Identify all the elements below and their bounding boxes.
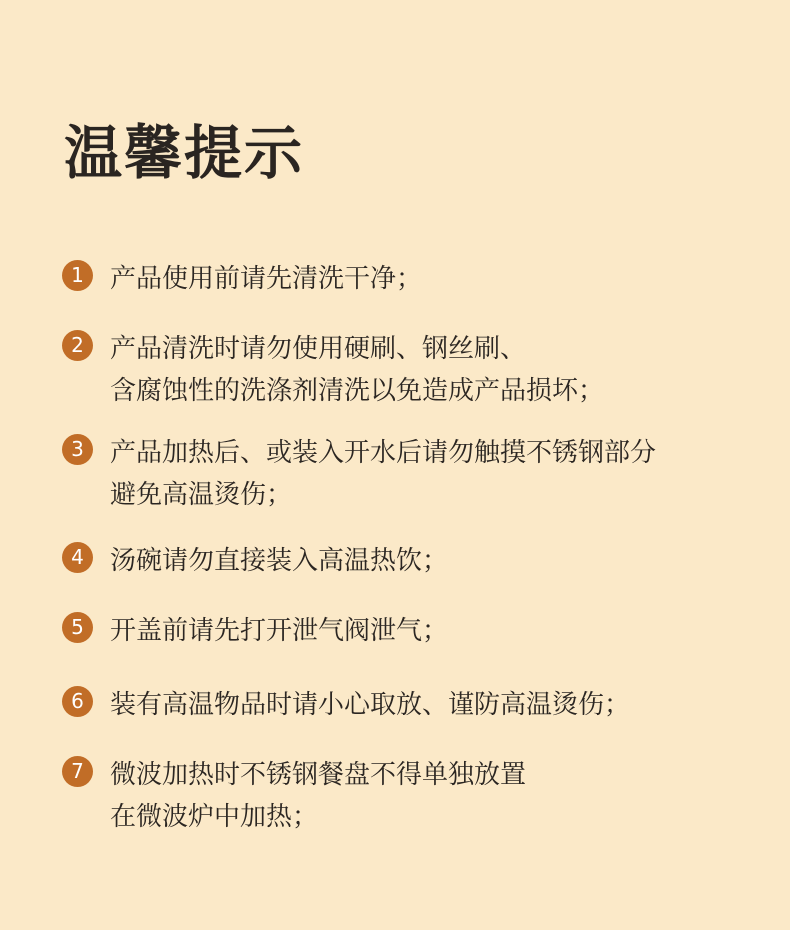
number-badge: 2 <box>62 330 93 361</box>
tip-text <box>110 684 630 726</box>
tip-text <box>110 328 604 412</box>
tip-line: 避免高温烫伤； <box>110 480 293 510</box>
tip-line: 开盖前请先打开泄气阀泄气； <box>110 616 449 646</box>
tip-line: 汤碗请勿直接装入高温热饮； <box>110 546 449 576</box>
number-badge: 5 <box>62 612 93 643</box>
tip-text <box>110 754 526 838</box>
tip-line: 在微波炉中加热； <box>110 802 319 832</box>
number-badge: 1 <box>62 260 93 291</box>
tip-line: 产品加热后、或装入开水后请勿触摸不锈钢部分 <box>110 438 657 468</box>
number-badge: 7 <box>62 756 93 787</box>
number-badge: 3 <box>62 434 93 465</box>
tip-line: 含腐蚀性的洗涤剂清洗以免造成产品损坏； <box>110 376 605 406</box>
tip-line: 产品清洗时请勿使用硬刷、钢丝刷、 <box>110 334 527 364</box>
tip-text <box>110 540 448 582</box>
page-title: 温馨提示 <box>64 119 305 187</box>
number-badge: 6 <box>62 686 93 717</box>
tip-line: 产品使用前请先清洗干净； <box>110 264 423 294</box>
number-badge: 4 <box>62 542 93 573</box>
tip-line: 微波加热时不锈钢餐盘不得单独放置 <box>110 760 527 790</box>
tip-line: 装有高温物品时请小心取放、谨防高温烫伤； <box>110 690 631 720</box>
tip-text <box>110 258 422 300</box>
tip-text <box>110 610 448 652</box>
tip-text <box>110 432 656 516</box>
